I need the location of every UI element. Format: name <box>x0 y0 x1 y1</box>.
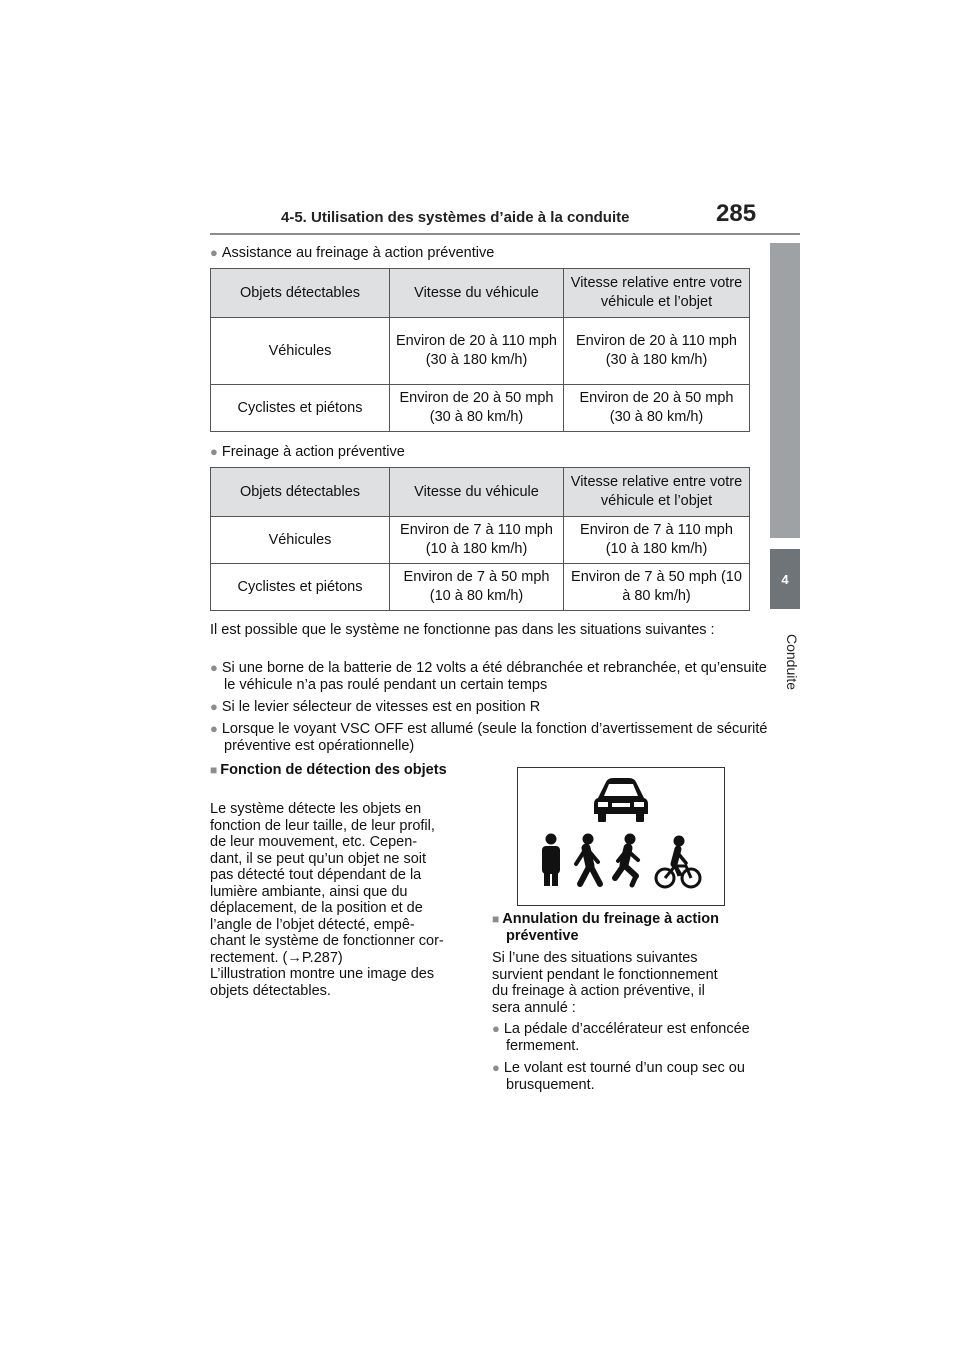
detection-body <box>210 801 480 999</box>
body-line: objets détectables. <box>210 982 331 999</box>
bullet-section2-text: Freinage à action préventive <box>221 444 405 460</box>
body-line: du freinage à action préventive, il <box>492 983 705 999</box>
table-cell: Véhicules <box>211 517 390 564</box>
detectable-objects-illustration <box>517 767 725 906</box>
table-cell: Environ de 7 à 50 mph (10 à 80 km/h) <box>564 564 750 611</box>
chapter-tab <box>770 549 800 609</box>
cancellation-body <box>492 950 757 1016</box>
bullet-icon: ● <box>492 1060 500 1075</box>
illustration-svg <box>518 768 724 905</box>
car-icon <box>594 778 648 822</box>
body-line: sera annulé : <box>492 999 576 1016</box>
table-cell: Cyclistes et piétons <box>211 385 390 432</box>
body-line: rectement. (→P.287) <box>210 949 343 966</box>
condition-text: Lorsque le voyant VSC OFF est allumé (seule la fonction d’avertissement de sécurité préventive est opérationnelle) <box>221 721 768 754</box>
body-line: fonction de leur taille, de leur profil, <box>210 817 435 834</box>
person-standing-icon <box>542 834 560 887</box>
body-line: pas détecté tout dépendant de la <box>210 867 422 883</box>
table-header: Vitesse du véhicule <box>390 468 564 517</box>
cancellation-item-text: Le volant est tourné d’un coup sec ou brusquement. <box>503 1060 745 1093</box>
chapter-number: 4 <box>781 571 789 587</box>
body-line: chant le système de fonctionner cor- <box>210 933 444 949</box>
bullet-icon: ● <box>492 1021 500 1036</box>
person-running-icon <box>615 834 638 886</box>
person-walking-icon <box>576 834 600 885</box>
table-cell: Environ de 20 à 50 mph (30 à 80 km/h) <box>564 385 750 432</box>
cancellation-title: Annulation du freinage à action préventive <box>502 911 719 944</box>
bullet-icon: ● <box>210 721 218 736</box>
table-cell: Environ de 20 à 110 mph (30 à 180 km/h) <box>390 318 564 385</box>
square-bullet-icon: ■ <box>210 763 218 777</box>
detection-heading <box>210 762 474 779</box>
detection-title: Fonction de détection des objets <box>220 762 447 778</box>
condition-text: Si une borne de la batterie de 12 volts a été débranchée et rebranchée, et qu’ensuite le véhicule n’a pas roulé pendant un certain temps <box>221 660 767 693</box>
table-cell: Véhicules <box>211 318 390 385</box>
condition-item <box>210 660 769 693</box>
table-row <box>211 564 750 611</box>
bullet-icon: ● <box>210 444 218 459</box>
table-header: Vitesse relative entre votre véhicule et l’objet <box>564 269 750 318</box>
condition-item <box>210 699 769 716</box>
cancellation-item-text: La pédale d’accélérateur est enfoncée fermement. <box>503 1021 750 1054</box>
body-line: survient pendant le fonctionnement <box>492 966 718 983</box>
bullet-icon: ● <box>210 245 218 260</box>
condition-item <box>210 721 769 754</box>
cancellation-heading <box>492 911 771 944</box>
condition-text: Si le levier sélecteur de vitesses est en position R <box>221 699 541 715</box>
side-tab-bar <box>770 243 800 538</box>
cancellation-item <box>492 1060 768 1093</box>
body-line: Si l’une des situations suivantes <box>492 950 698 966</box>
body-line: déplacement, de la position et de <box>210 900 423 916</box>
table-header: Objets détectables <box>211 269 390 318</box>
bullet-section1 <box>210 244 494 262</box>
bullet-section2 <box>210 443 405 461</box>
table-cell: Environ de 7 à 50 mph (10 à 80 km/h) <box>390 564 564 611</box>
table-cell: Environ de 7 à 110 mph (10 à 180 km/h) <box>390 517 564 564</box>
bullet-icon: ● <box>210 699 218 714</box>
table-row <box>211 318 750 385</box>
header-rule <box>210 233 800 235</box>
table-cell: Cyclistes et piétons <box>211 564 390 611</box>
body-line: lumière ambiante, ainsi que du <box>210 883 408 900</box>
table-preventive-brake <box>210 467 750 611</box>
table-preventive-brake-assist <box>210 268 750 432</box>
table-row <box>211 517 750 564</box>
table-header: Vitesse du véhicule <box>390 269 564 318</box>
body-line: L’illustration montre une image des <box>210 966 435 982</box>
table-row <box>211 385 750 432</box>
table-header: Vitesse relative entre votre véhicule et l’objet <box>564 468 750 517</box>
bullet-icon: ● <box>210 660 218 675</box>
table-cell: Environ de 20 à 50 mph (30 à 80 km/h) <box>390 385 564 432</box>
body-line: de leur mouvement, etc. Cepen- <box>210 834 418 850</box>
page-number: 285 <box>716 200 757 227</box>
table-cell: Environ de 20 à 110 mph (30 à 180 km/h) <box>564 318 750 385</box>
body-line: Le système détecte les objets en <box>210 801 422 817</box>
chapter-label: Conduite <box>784 633 800 691</box>
intro-text: Il est possible que le système ne fonctionne pas dans les situations suivantes : <box>210 622 715 638</box>
square-bullet-icon: ■ <box>492 912 500 926</box>
body-line: dant, il se peut qu’un objet ne soit <box>210 850 427 867</box>
bullet-section1-text: Assistance au freinage à action préventive <box>221 245 495 261</box>
cyclist-icon <box>656 836 700 888</box>
table-cell: Environ de 7 à 110 mph (10 à 180 km/h) <box>564 517 750 564</box>
cancellation-item <box>492 1021 768 1054</box>
section-title: 4-5. Utilisation des systèmes d’aide à la conduite <box>281 209 630 226</box>
body-line: l’angle de l’objet détecté, empê- <box>210 916 415 933</box>
table-header: Objets détectables <box>211 468 390 517</box>
